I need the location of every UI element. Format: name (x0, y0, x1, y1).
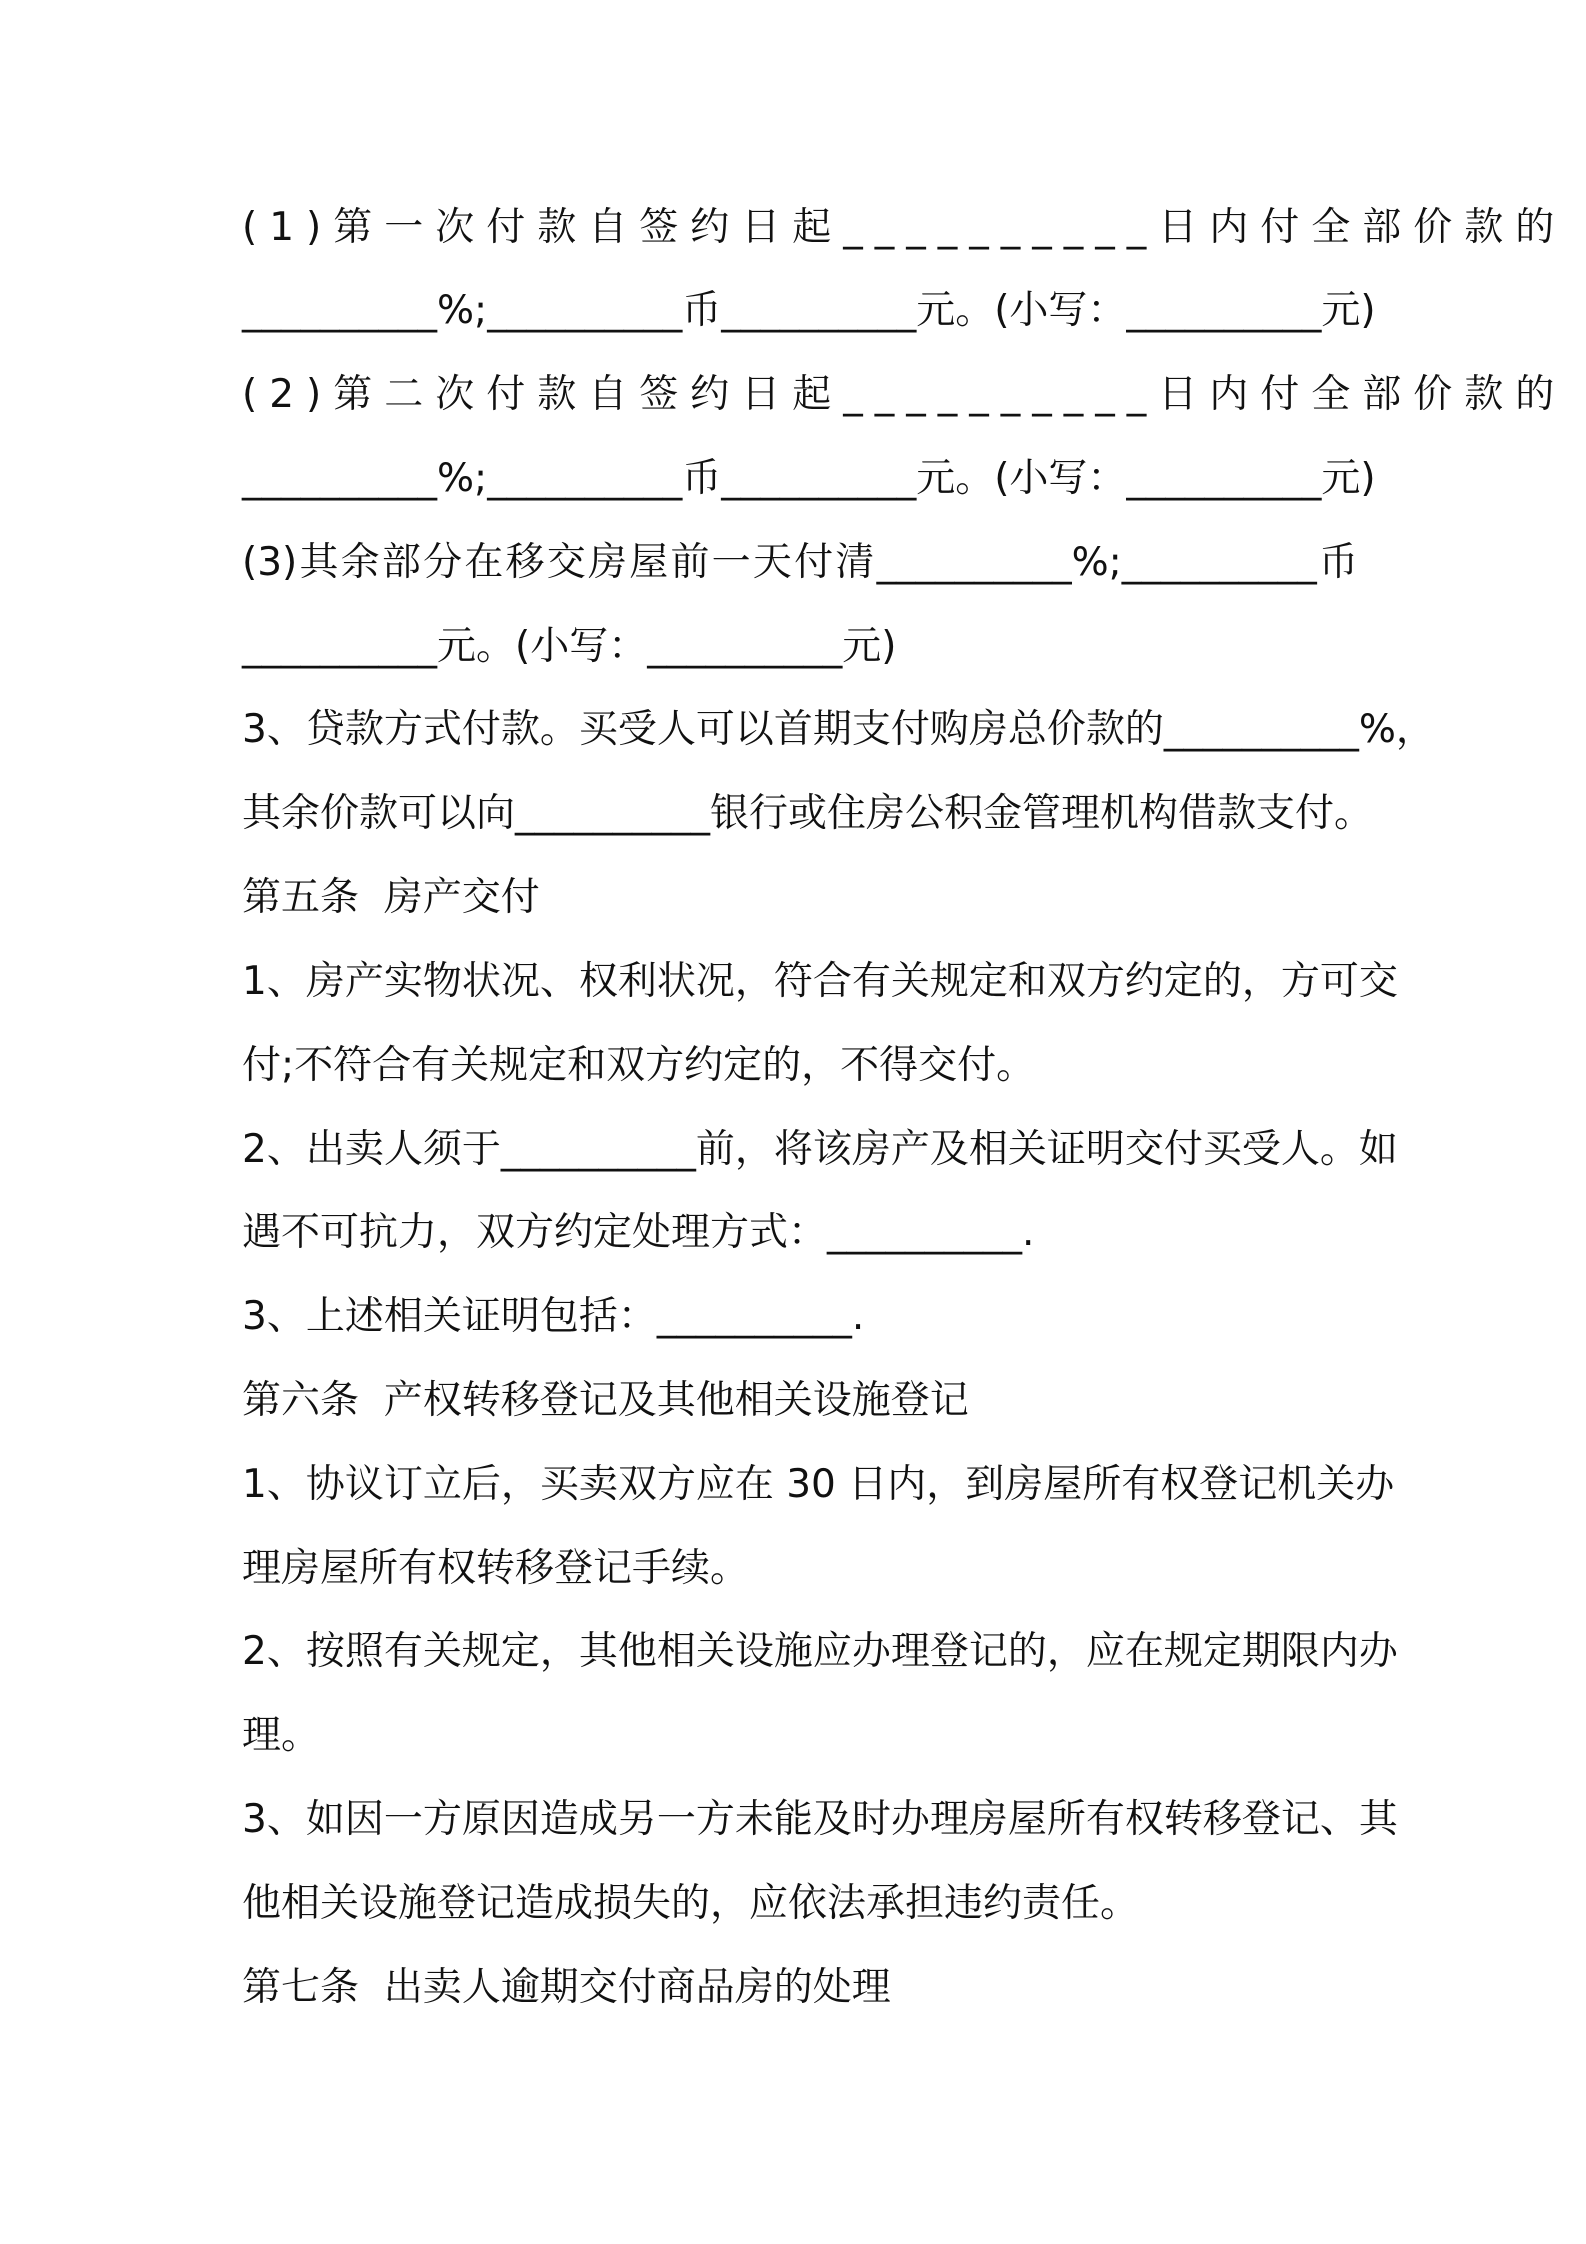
text-line: 付;不符合有关规定和双方约定的，不得交付。 (242, 1043, 1036, 1088)
text-line: 1、房产实物状况、权利状况，符合有关规定和双方约定的，方可交 (242, 959, 1398, 1004)
section-heading: 第五条 房产交付 (242, 875, 540, 920)
text-line: 1、协议订立后，买卖双方应在 30 日内，到房屋所有权登记机关办 (242, 1462, 1395, 1507)
text-line: __________元。(小写：__________元) (242, 624, 897, 669)
text-line: __________%;__________币__________元。(小写：__________元) (242, 456, 1376, 501)
text-line: (3)其余部分在移交房屋前一天付清__________%;__________币 (242, 540, 1358, 585)
text-line: 3、上述相关证明包括：__________. (242, 1294, 865, 1339)
section-heading: 第七条 出卖人逾期交付商品房的处理 (242, 1965, 891, 2010)
text-line: 理。 (242, 1713, 321, 1758)
text-line: 他相关设施登记造成损失的，应依法承担违约责任。 (242, 1881, 1140, 1926)
text-line: 2、出卖人须于__________前，将该房产及相关证明交付买受人。如 (242, 1127, 1398, 1172)
text-line: (2)第二次付款自签约日起__________日内付全部价款的 (242, 372, 1567, 417)
text-line: __________%;__________币__________元。(小写：__________元) (242, 288, 1376, 333)
text-line: (1)第一次付款自签约日起__________日内付全部价款的 (242, 205, 1567, 250)
text-line: 其余价款可以向__________银行或住房公积金管理机构借款支付。 (242, 791, 1374, 836)
text-line: 3、贷款方式付款。买受人可以首期支付购房总价款的__________%， (242, 707, 1435, 752)
text-line: 2、按照有关规定，其他相关设施应办理登记的，应在规定期限内办 (242, 1629, 1398, 1674)
text-line: 遇不可抗力，双方约定处理方式：__________. (242, 1210, 1035, 1255)
section-heading: 第六条 产权转移登记及其他相关设施登记 (242, 1378, 969, 1423)
text-line: 理房屋所有权转移登记手续。 (242, 1546, 750, 1591)
text-line: 3、如因一方原因造成另一方未能及时办理房屋所有权转移登记、其 (242, 1797, 1398, 1842)
